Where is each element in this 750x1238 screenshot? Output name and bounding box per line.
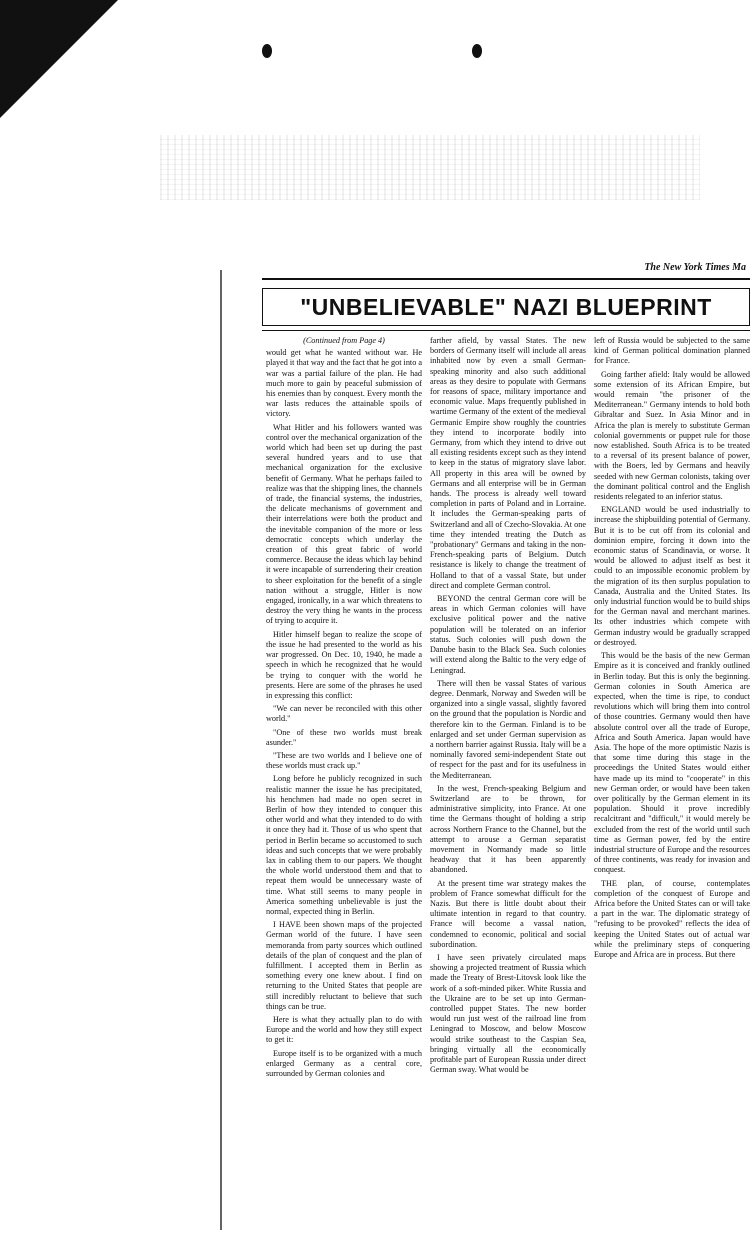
paragraph: Here is what they actually plan to do with Europe and the world and how they still expect to get it: (266, 1015, 422, 1045)
punch-hole (262, 44, 272, 58)
article-columns (266, 336, 750, 1216)
punch-hole (472, 44, 482, 58)
paragraph: would get what he wanted without war. He played it that way and the fact that he got into a war was a partial failure of the plan. He had much more to gain by peaceful submission of his enemies than by conquest. Every month the war lasts reduces the attainable spoils of victory. (266, 348, 422, 419)
headline-rule (262, 330, 750, 331)
headline: "UNBELIEVABLE" NAZI BLUEPRINT (262, 288, 750, 326)
paragraph: This would be the basis of the new German Empire as it is conceived and frankly outlined in Berlin today. But this is only the beginning. German colonies in South America are expected, when the time is ripe, to conduct revolutions which will bring them into control of those countries. Germany would then have absolute control over all the trade of Europe, Africa and South America. Japan would have Asia. The hope of the more optimistic Nazis is that some time during this stage in the proceedings the United States would either have made up its mind to "cooperate" in this new German order, or would have been taken over politically by the German element in its population. Should it prove incredibly recalcitrant and "difficult," it would merely be excluded from the rest of the world until such time as German power, fed by the entire industrial structure of Europe and the resources of three continents, was ready for invasion and conquest. (594, 651, 750, 875)
paragraph: farther afield, by vassal States. The new borders of Germany itself will include all areas inhabited now by even a small German-speaking minority and also such additional areas as they desire to populate with Germans for reasons of space, military importance and economic value. Maps frequently published in wartime Germany of the extent of the medieval Germanic Empire show roughly the countries they intend to incorporate bodily into Germany, from which they intend to drive out all existing residents except such as they intend to keep in the status of migratory slave labor. All property in this area will be owned by Germans and all enterprise will be in German hands. The process is already well toward completion in parts of Poland and in Lorraine. It includes the German-speaking parts of Switzerland and all of Czecho-Slovakia. At one time they intended treating the Dutch as "probationary" Germans and taking in the non-French-speaking parts of Belgium. Dutch resistance is likely to change the treatment of Holland to that of a vassal State, but under direct and complete German control. (430, 336, 586, 590)
quotation: "We can never be reconciled with this other world." (266, 704, 422, 724)
paragraph: I have seen privately circulated maps showing a projected treatment of Russia which made the Treaty of Brest-Litovsk look like the work of a soft-minded piker. White Russia and the Ukraine are to be set up into German-controlled puppet States. The new border would run just west of the railroad line from Leningrad to Moscow, and below Moscow would strike southeast to the Caspian Sea, bringing virtually all the economically profitable part of European Russia under direct German sway. What would be (430, 952, 586, 1075)
newspaper-clipping (262, 262, 750, 1222)
top-rule (262, 278, 750, 280)
clipping-edge (220, 270, 266, 1230)
paragraph: ENGLAND would be used industrially to increase the shipbuilding potential of Germany. But it is to be cut off from its colonial and dominion empire, forcing it down into the economic status of Scandinavia, or worse. It would be allowed to adjust itself as best it could to an impossible economic problem by the migration of its then surplus population to Canada, Australia and the United States. Its only industrial function would be to build ships for the German naval and merchant marines. Its other industries which compete with German industry would be gradually scrapped or destroyed. (594, 505, 750, 647)
column-2 (430, 336, 586, 1216)
paragraph: There will then be vassal States of various degree. Denmark, Norway and Sweden will be organized into a single vassal, slightly favored on the ground that the population is Nordic and therefore kin to the German. Finland is to be enlarged and set under German supervision as a northern barrier against Russia. Italy will be a nominally favored semi-independent State out of respect for the past and for its usefulness in the Mediterranean. (430, 678, 586, 780)
paragraph: I HAVE been shown maps of the projected German world of the future. I have seen memoranda from party sources which outlined details of the plan of conquest and the plan of fulfillment. I accepted them in Berlin as something every one knew about. I find on returning to the United States that people are still incredibly reluctant to believe that such things can be true. (266, 920, 422, 1011)
paragraph: Europe itself is to be organized with a much enlarged Germany as a central core, surrounded by German colonies and (266, 1048, 422, 1079)
column-3 (594, 336, 750, 1216)
scan-corner-mark (0, 0, 118, 118)
paragraph: In the west, French-speaking Belgium and Switzerland are to be thrown, for administrative simplicity, into France. At one time the Germans thought of holding a strip across Northern France to the Channel, but the attempt to arouse a German separatist movement in Normandy made so little headway that it has been apparently abandoned. (430, 783, 586, 875)
paragraph: Long before he publicly recognized in such realistic manner the issue he has precipitated, his henchmen had made no open secret in Berlin of how they intended to conquer this other world and what they intended to do with it once they had it. Those of us who spent that period in Berlin became so accustomed to such ideas and such concepts that we were probably lax in cabling them to our papers. We thought the whole world understood them and that to repeat them would be unnecessary waste of time. What still seems to many people in America something unbelievable is just the normal, expected thing in Berlin. (266, 774, 422, 916)
paragraph: left of Russia would be subjected to the same kind of German political domination planned for France. (594, 336, 750, 366)
paragraph: At the present time war strategy makes the problem of France somewhat difficult for the Nazis. But there is little doubt about their ultimate intention in regard to that country. France will become a vassal nation, condemned to economic, political and social subordination. (430, 878, 586, 949)
column-1 (266, 336, 422, 1216)
scan-smudge (160, 135, 700, 200)
paragraph: BEYOND the central German core will be areas in which German colonies will have exclusive political power and the native population will be tolerated on an inferior status. Such colonies will push down the Danube basin to the Black Sea. Such colonies will extend along the Baltic to the very edge of Leningrad. (430, 594, 586, 675)
quotation: "These are two worlds and I believe one of these worlds must crack up." (266, 750, 422, 771)
quotation: "One of these two worlds must break asunder." (266, 727, 422, 747)
publication-name: The New York Times Ma (644, 262, 746, 273)
paragraph: Going farther afield: Italy would be allowed some extension of its African Empire, but would remain "the prisoner of the Mediterranean." Germany intends to hold both Gibraltar and Suez. In Asia Minor and in Africa the plan is merely to substitute German colonial governments or puppet rule for those now established. South Africa is to be treated to a reversal of its present balance of power, with the Boers, led by Germans and heavily seeded with new German colonists, taking over the dominant political control and the English residents relegated to an inferior status. (594, 369, 750, 502)
paragraph: What Hitler and his followers wanted was control over the mechanical organization of the world which had been set up during the past several hundred years and to use that mechanical organization for the exclusive benefit of Germany. What he perhaps failed to realize was that the shipping lines, the channels of trade, the financial systems, the industries, the delicate mechanisms of government and their interrelations were both the product and the inevitable companion of the more or less democratic concepts which underlay the creation of this great fabric of world commerce. Because the ideas which lay behind it were incapable of surrendering their creation to sheer exploitation for the benefit of a single nation without a struggle, Hitler is now engaged, ironically, in a war which threatens to destroy the very thing he wants in the process of trying to acquire it. (266, 422, 422, 626)
paragraph: Hitler himself began to realize the scope of the issue he had presented to the world as his war progressed. On Dec. 10, 1940, he made a speech in which he recognized that he would be trying to conquer with the world he presents. Here are some of the phrases he used in expressing this conflict: (266, 629, 422, 700)
continued-note: (Continued from Page 4) (303, 336, 385, 345)
paragraph: THE plan, of course, contemplates completion of the conquest of Europe and Africa before the United States can or will take a part in the war. The diplomatic strategy of "refusing to be provoked" reflects the idea of keeping the United States out of actual war while the preliminary steps of conquering Europe and Africa are in process. But there (594, 878, 750, 959)
